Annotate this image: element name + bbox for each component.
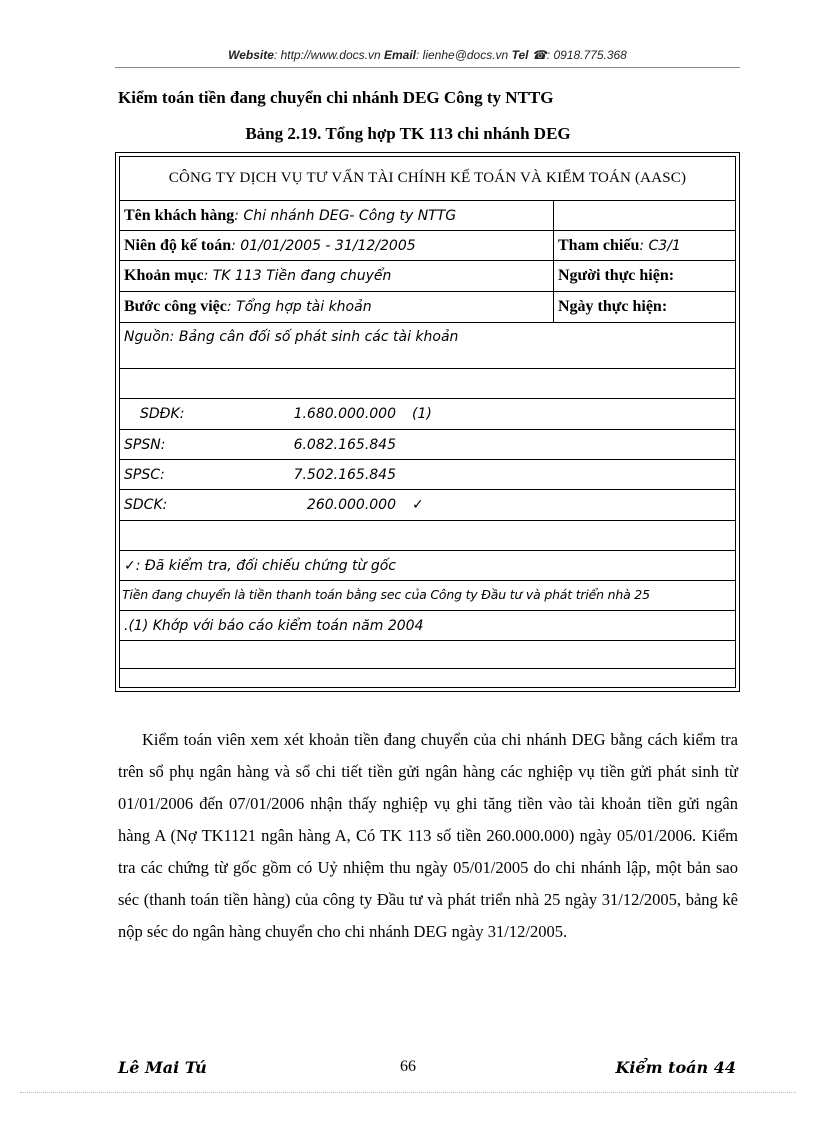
- amount-row-sddk: [120, 399, 735, 430]
- source-row: [120, 323, 735, 369]
- check-mark-icon: ✓: [412, 497, 424, 513]
- item-row: [120, 261, 735, 292]
- reference-value: : C3/1: [639, 237, 681, 254]
- period-row: [120, 231, 735, 261]
- amount-value: 6.082.165.845: [293, 436, 396, 453]
- item-cell: [120, 261, 553, 291]
- step-cell: [120, 292, 553, 322]
- working-paper-table: [119, 156, 736, 688]
- blank-row: [120, 521, 735, 551]
- amount-row-spsn: [120, 430, 735, 460]
- audit-working-paper: [115, 152, 740, 692]
- reference-cell: [554, 231, 681, 260]
- performer-label: Người thực hiện:: [558, 267, 675, 284]
- email-label: Email: [383, 48, 416, 62]
- amount-note-ref: (1): [412, 406, 432, 422]
- blank-row: [120, 669, 735, 691]
- date-cell: [554, 292, 667, 322]
- amount-value: 260.000.000: [306, 497, 396, 513]
- transfer-note: Tiền đang chuyển là tiền thanh toán bằng sec của Công ty Đầu tư và phát triển nhà 25: [122, 587, 650, 603]
- blank-row: [120, 641, 735, 669]
- step-value: : Tổng hợp tài khoản: [226, 299, 372, 315]
- step-row: [120, 292, 735, 323]
- client-label: Tên khách hàng: [124, 206, 235, 224]
- amount-key: SPSN:: [124, 436, 166, 453]
- period-value: : 01/01/2005 - 31/12/2005: [231, 237, 416, 254]
- item-value: : TK 113 Tiền đang chuyển: [203, 268, 392, 284]
- page-header: [115, 48, 740, 62]
- source-cell: [120, 323, 458, 368]
- check-note: ✓: Đã kiểm tra, đối chiếu chứng từ gốc: [124, 557, 397, 574]
- footer-author: Lê Mai Tú: [118, 1058, 207, 1077]
- amount-key: SDĐK:: [140, 406, 185, 422]
- client-cell: [120, 201, 553, 230]
- section-title: Kiểm toán tiền đang chuyển chi nhánh DEG Công ty NTTG: [118, 88, 554, 107]
- email-value: : lienhe@docs.vn: [416, 48, 509, 62]
- blank-row: [120, 369, 735, 399]
- date-label: Ngày thực hiện:: [558, 298, 668, 315]
- client-row: [120, 201, 735, 231]
- website-label: Website: [228, 48, 274, 62]
- source-text: Nguồn: Bảng cân đối số phát sinh các tài khoản: [124, 329, 459, 345]
- client-value: : Chi nhánh DEG- Công ty NTTG: [234, 207, 457, 224]
- match-note-cell: [120, 611, 423, 640]
- period-label: Niên độ kế toán: [124, 236, 232, 254]
- page-number: 66: [400, 1058, 416, 1075]
- tel-label: Tel: [511, 48, 529, 62]
- header-divider: [115, 67, 740, 68]
- reference-label: Tham chiếu: [558, 236, 640, 254]
- amount-key: SDCK:: [124, 497, 168, 513]
- table-title: Bảng 2.19. Tổng hợp TK 113 chi nhánh DEG: [245, 124, 571, 143]
- tel-value: ☎: 0918.775.368: [531, 48, 627, 62]
- match-note: .(1) Khớp với báo cáo kiểm toán năm 2004: [124, 617, 424, 634]
- column-divider: [553, 201, 554, 230]
- transfer-note-cell: [120, 581, 650, 610]
- amount-key: SPSC:: [124, 466, 165, 483]
- performer-cell: [554, 261, 674, 291]
- amount-value: 1.680.000.000: [293, 406, 396, 422]
- page-edge-divider: [20, 1092, 796, 1093]
- period-cell: [120, 231, 553, 260]
- footer-class: Kiểm toán 44: [615, 1058, 736, 1077]
- item-label: Khoản mục: [124, 267, 204, 284]
- amount-row-spsc: [120, 460, 735, 490]
- match-note-row: [120, 611, 735, 641]
- check-note-cell: [120, 551, 396, 580]
- check-note-row: [120, 551, 735, 581]
- company-name: CÔNG TY DỊCH VỤ TƯ VẤN TÀI CHÍNH KẾ TOÁN VÀ KIỂM TOÁN (AASC): [168, 170, 687, 186]
- transfer-note-row: [120, 581, 735, 611]
- body-paragraph: Kiểm toán viên xem xét khoản tiền đang chuyển của chi nhánh DEG bằng cách kiểm tra trên sổ phụ ngân hàng và sổ chi tiết tiền gửi ngân hàng các nghiệp vụ tiền gửi phát sinh từ 01/01/2006 đến 07/01/2006 nhận thấy nghiệp vụ ghi tăng tiền vào tài khoản tiền gửi ngân hàng A (Nợ TK1121 ngân hàng A, Có TK 113 số tiền 260.000.000) ngày 05/01/2006. Kiểm tra các chứng từ gốc gồm có Uỷ nhiệm thu ngày 05/01/2005 do chi nhánh lập, một bản sao séc (thanh toán tiền hàng) của công ty Đầu tư và phát triển nhà 25 ngày 31/12/2005, bảng kê nộp séc do ngân hàng chuyển cho chi nhánh DEG ngày 31/12/2005.: [118, 730, 738, 941]
- company-row: [120, 157, 735, 201]
- step-label: Bước công việc: [124, 298, 227, 315]
- website-value: : http://www.docs.vn: [273, 48, 381, 62]
- amount-value: 7.502.165.845: [293, 466, 396, 483]
- amount-row-sdck: [120, 490, 735, 521]
